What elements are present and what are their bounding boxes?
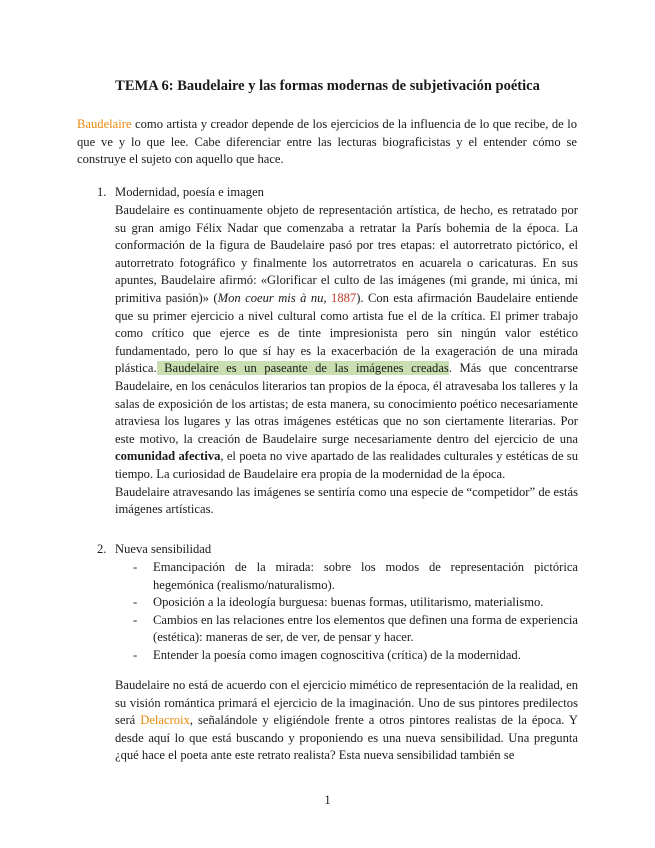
- year-link[interactable]: 1887: [331, 290, 357, 305]
- intro-text: como artista y creador depende de los ejercicios de la influencia de lo que recibe, de lo que ve y lo que lee. Cabe diferenciar entre las lecturas biograficistas y el entender cómo se construye el sujeto con aquello que hace.: [77, 117, 577, 167]
- section-2-title: Nueva sensibilidad: [115, 542, 212, 556]
- list-item: [133, 594, 578, 612]
- section-2-heading: [97, 541, 211, 559]
- bullet-text: Emancipación de la mirada: sobre los modos de representación pictórica hegemónica (realismo/naturalismo).: [153, 560, 578, 592]
- p1-text-c: . Más que concentrarse Baudelaire, en los cenáculos literarios tan propios de la época, él atravesaba los talleres y la salas de exposición de los artistas; de esta manera, su conocimiento poético necesariamente atraviesa los lugares y las otras imágenes estéticas que no son ciertamente literarias. Por este motivo, la creación de Baudelaire surge necesariamente dentro del ejercicio de una: [115, 361, 579, 446]
- document-title: TEMA 6: Baudelaire y las formas modernas de subjetivación poética: [115, 78, 540, 94]
- bullet-text: Entender la poesía como imagen cognoscitiva (crítica) de la modernidad.: [153, 647, 521, 662]
- page-number: 1: [324, 793, 331, 807]
- bullet-text: Cambios en las relaciones entre los elementos que definen una forma de experiencia (estética): maneras de ser, de ver, de pensar y hacer.: [153, 612, 578, 645]
- book-title: Mon coeur mis à nu: [217, 290, 324, 305]
- section-1-paragraph-1: [115, 202, 578, 484]
- p1-separator: ,: [323, 290, 332, 305]
- highlighted-text: Baudelaire es un paseante de las imágenes creadas: [156, 361, 449, 376]
- p1-text-a: Baudelaire es continuamente objeto de representación artística, de hecho, es retratado por su gran amigo Félix Nadar que comenzaba a retratar la París bohemia de la época. La conformación de la figura de Baudelaire pasó por tres etapas: el autorretrato pictórico, el autorretrato fotográfico y finalmente los autorretratos en acuarela o caricaturas. En sus apuntes, Baudelaire afirmó: «Glorificar el culto de las imágenes (mi grande, mi única, mi primitiva pasión)» (: [115, 203, 578, 305]
- section-1-body: [115, 202, 578, 519]
- list-item: [133, 559, 578, 594]
- bullet-dash: -: [133, 560, 138, 574]
- list-item: [133, 612, 578, 647]
- bold-term: comunidad afectiva: [115, 449, 221, 464]
- p1-text-d: , el poeta no vive apartado de las realidades culturales y estéticas de su tiempo. La curiosidad de Baudelaire era propia de la modernidad de la época.: [115, 449, 579, 481]
- section-1-number: 1.: [97, 185, 107, 199]
- section-1-paragraph-2: Baudelaire atravesando las imágenes se sentiría como una especie de “competidor” de estás imágenes artísticas.: [115, 484, 578, 517]
- delacroix-link[interactable]: Delacroix: [140, 713, 190, 728]
- baudelaire-link[interactable]: Baudelaire: [77, 117, 132, 131]
- p1-text-b: ). Con esta afirmación Baudelaire entiende que su primer ejercicio a nivel cultural como artista fue el de la crítica. El primer trabajo como crítico que ejerce es de tinte impresionista pero sin ningún valor estético fundamentado, pero lo que sí hay es la exacerbación de la exageración de una mirada plástica.: [115, 290, 579, 376]
- bullet-dash: -: [133, 595, 138, 610]
- bullet-dash: -: [133, 612, 138, 627]
- section-2-bullet-list: [133, 559, 578, 665]
- closing-paragraph: [115, 677, 578, 765]
- intro-paragraph: [77, 116, 577, 169]
- bullet-dash: -: [133, 647, 138, 662]
- section-2-number: 2.: [97, 542, 107, 556]
- section-1-title: Modernidad, poesía e imagen: [115, 185, 264, 199]
- list-item: [133, 647, 578, 665]
- section-1-heading: [97, 184, 264, 202]
- closing-text-a: Baudelaire no está de acuerdo con el ejercicio mimético de representación de la realidad, en su visión romántica primará el ejercicio de la imaginación. Uno de sus pintores predilectos será: [115, 678, 578, 728]
- bullet-text: Oposición a la ideología burguesa: buenas formas, utilitarismo, materialismo.: [153, 595, 544, 610]
- closing-text-b: , señalándole y eligiéndole frente a otros pintores realistas de la época. Y desde aquí lo que está buscando y proponiendo es una nueva sensibilidad. Una pregunta ¿qué hace el poeta ante este retrato realista? Esta nueva sensibilidad también se: [115, 713, 578, 763]
